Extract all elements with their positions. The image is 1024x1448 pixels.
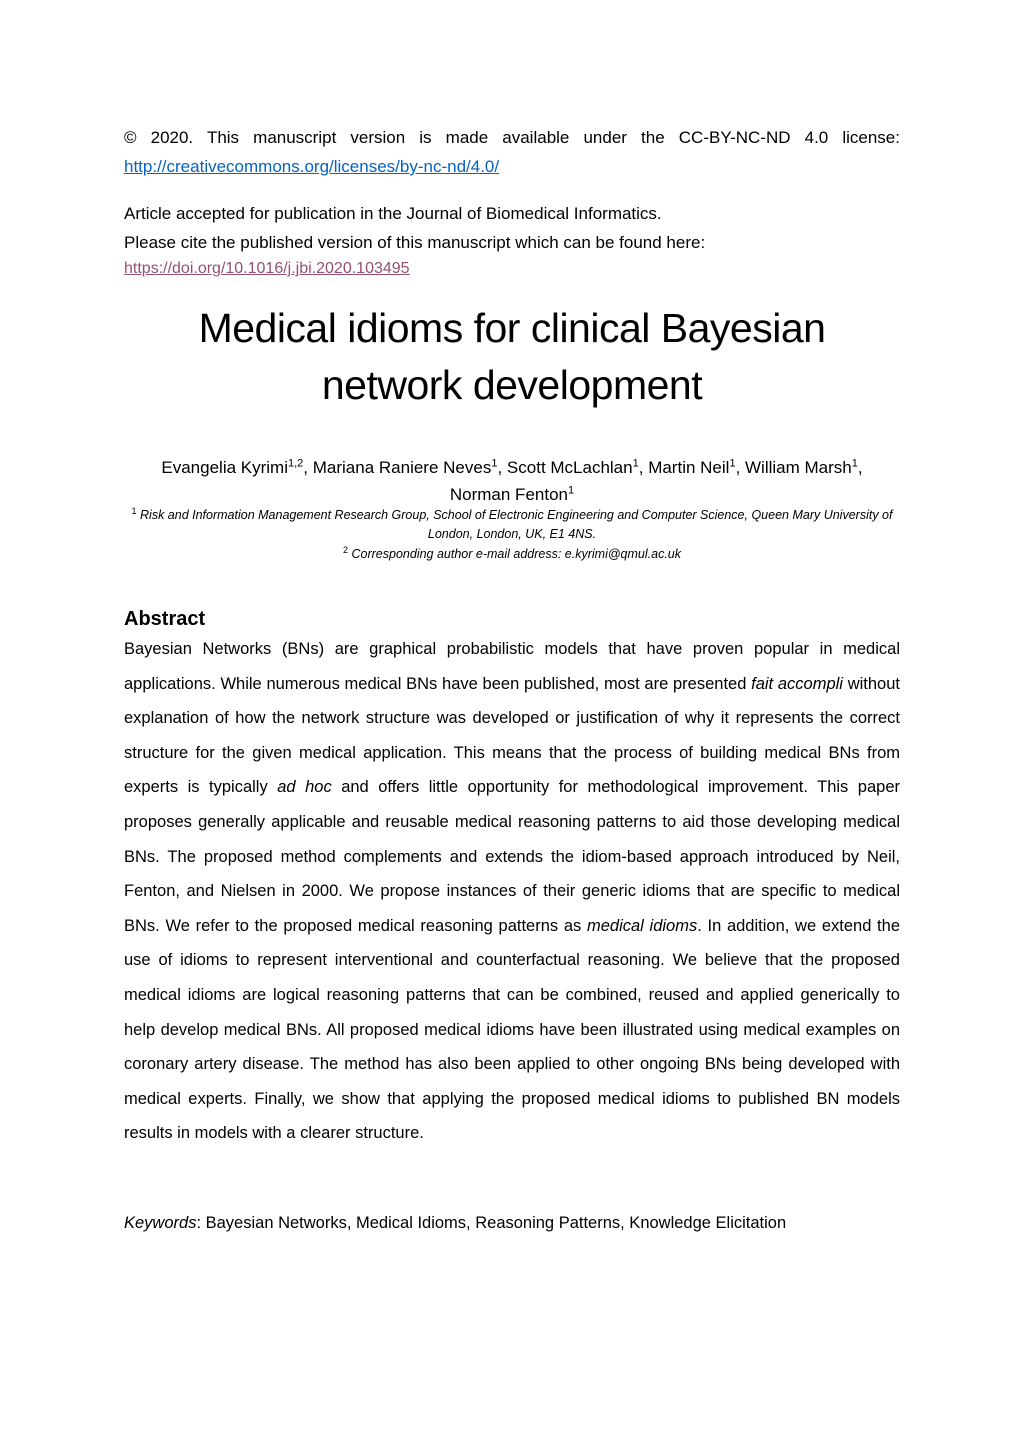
title-line-1: Medical idioms for clinical Bayesian	[198, 305, 826, 351]
author-name: Evangelia Kyrimi	[161, 458, 288, 477]
author-separator: ,	[497, 458, 507, 477]
author-separator: ,	[303, 458, 313, 477]
abstract-text: Bayesian Networks (BNs) are graphical probabilistic models that have proven popular in medical applications. While numerous medical BNs have been published, most are presented	[124, 640, 900, 693]
title-line-2: network development	[321, 362, 703, 408]
license-link[interactable]: http://creativecommons.org/licenses/by-nc-nd/4.0/	[124, 157, 500, 176]
abstract-text: . In addition, we extend the use of idioms to represent interventional and counterfactual reasoning. We believe that the proposed medical idioms are logical reasoning patterns that can be combined, reused and applied generically to help develop medical BNs. All proposed medical idioms have been illustrated using medical examples on coronary artery disease. The method has also been applied to other ongoing BNs being developed with medical experts. Finally, we show that applying the proposed medical idioms to published BN models results in models with a clearer structure.	[124, 916, 900, 1143]
author-separator: ,	[638, 458, 649, 477]
affiliation	[124, 506, 900, 544]
paper-title	[124, 300, 900, 414]
abstract-text: without explanation of how the network structure was developed or justification of why it represents the correct structure for the given medical application. This means that the process of building medical BNs from experts is typically	[124, 674, 900, 797]
license-notice: © 2020. This manuscript version is made available under the CC-BY-NC-ND 4.0 license:	[124, 128, 900, 147]
author-affiliation-marker: 1	[729, 457, 736, 470]
acceptance-note: Article accepted for publication in the Journal of Biomedical Informatics.	[124, 204, 662, 223]
doi-link[interactable]: https://doi.org/10.1016/j.jbi.2020.103495	[124, 260, 410, 277]
author-affiliation-marker: 1	[491, 457, 498, 470]
abstract-text: and offers little opportunity for methodological improvement. This paper proposes generally applicable and reusable medical reasoning patterns to aid those developing medical BNs. The proposed method complements and extends the idiom-based approach introduced by Neil, Fenton, and Nielsen in 2000. We propose instances of their generic idioms that are specific to medical BNs. We refer to the proposed medical reasoning patterns as	[124, 778, 900, 935]
affiliation-text: Risk and Information Management Research Group, School of Electronic Engineering and Computer Science, Queen Mary University of London, London, UK, E1 4NS.	[140, 508, 893, 541]
abstract-italic-term: medical idioms	[586, 916, 698, 935]
citation-note: Please cite the published version of this manuscript which can be found here:	[124, 233, 706, 252]
keywords	[124, 1210, 786, 1236]
author-name: Scott McLachlan	[506, 458, 633, 477]
keywords-label: Keywords	[124, 1214, 197, 1232]
author-separator: ,	[735, 458, 746, 477]
author-affiliation-marker: 1	[632, 457, 639, 470]
keywords-text: : Bayesian Networks, Medical Idioms, Reasoning Patterns, Knowledge Elicitation	[196, 1214, 787, 1232]
corresponding-author	[124, 545, 900, 564]
author-affiliation-marker: 1	[851, 457, 858, 470]
author-affiliation-marker: 1,2	[288, 457, 304, 470]
abstract-heading: Abstract	[124, 608, 206, 630]
abstract-body	[124, 632, 900, 1151]
author-name: Martin Neil	[648, 458, 730, 477]
author-list	[124, 454, 900, 508]
author-separator: ,	[857, 458, 863, 477]
author-affiliation-marker: 1	[568, 484, 575, 497]
corresponding-text: Corresponding author e-mail address: e.kyrimi@qmul.ac.uk	[351, 547, 681, 561]
corresponding-marker: 2	[343, 544, 349, 555]
abstract-italic-term: ad hoc	[277, 778, 332, 797]
author-name: Mariana Raniere Neves	[312, 458, 492, 477]
author-name: William Marsh	[745, 458, 852, 477]
abstract-italic-term: fait accompli	[751, 674, 843, 693]
author-name: Norman Fenton	[449, 485, 568, 504]
affiliation-marker: 1	[131, 505, 137, 516]
